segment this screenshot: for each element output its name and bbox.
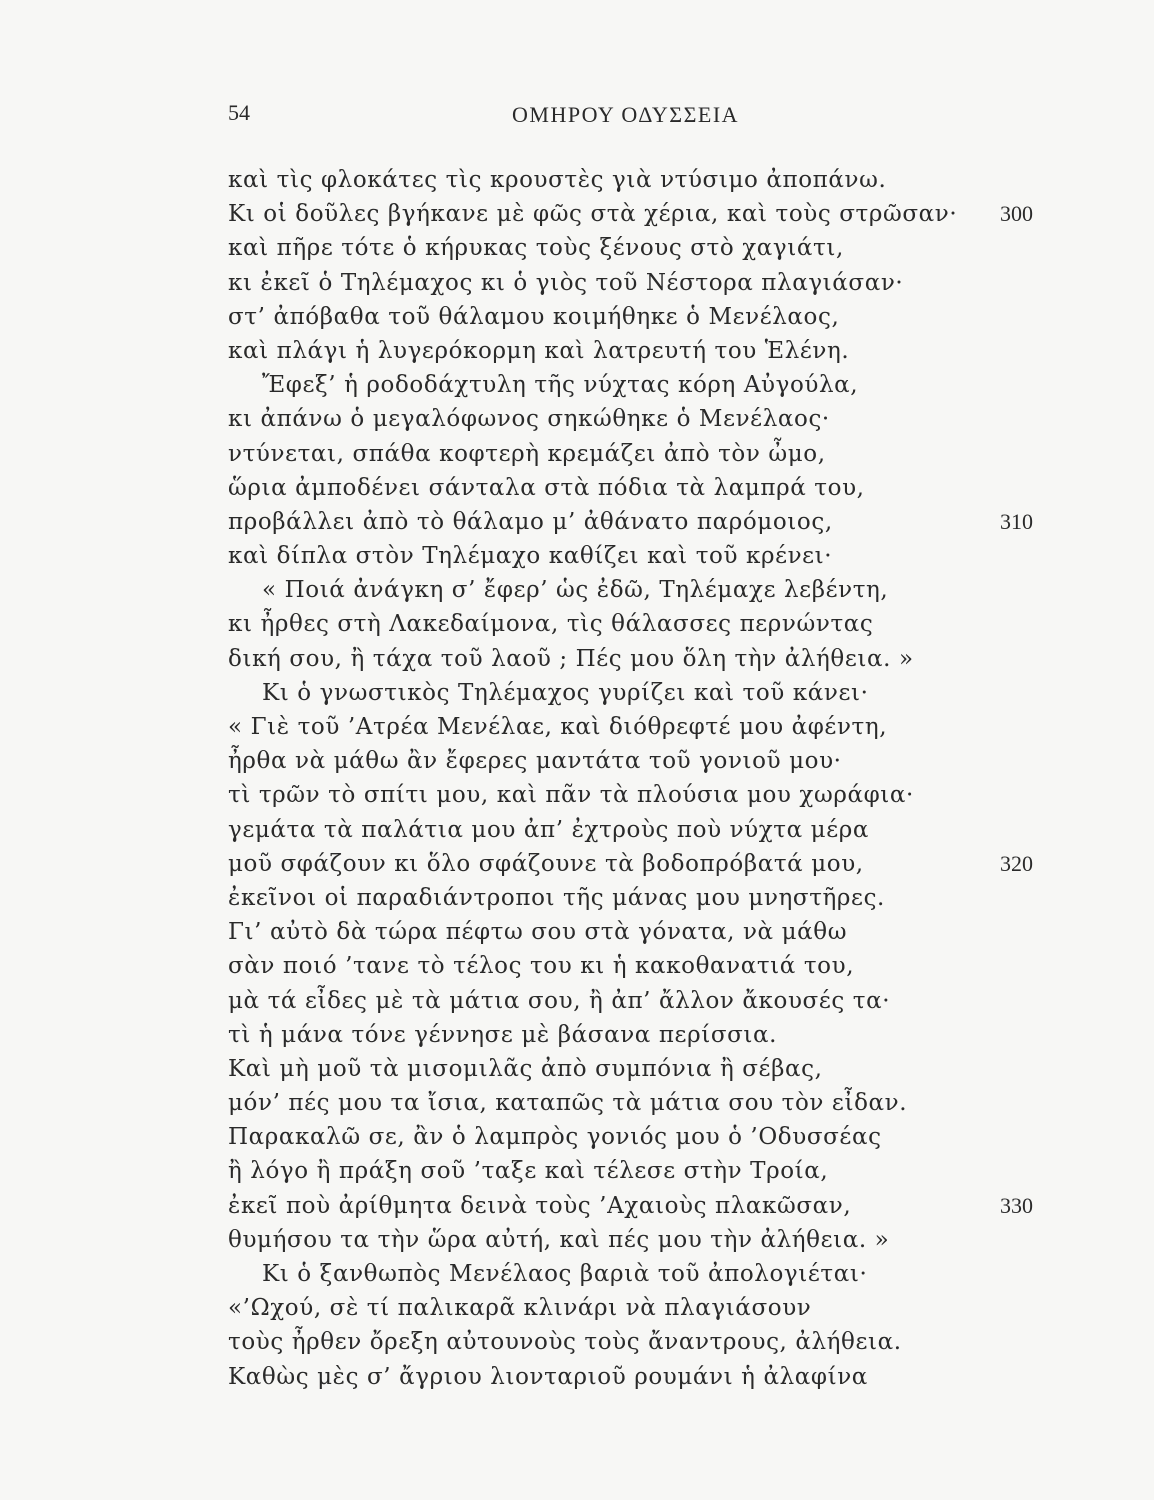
verse-text: προβάλλει ἀπὸ τὸ θάλαμο μ’ ἀθάνατο παρόμοιος,	[228, 508, 833, 535]
verse-line	[0, 163, 1154, 197]
verse-text: γεμάτα τὰ παλάτια μου ἀπ’ ἐχτροὺς ποὺ νύχτα μέρα	[228, 816, 869, 843]
verse-text: ὥρια ἀμποδένει σάνταλα στὰ πόδια τὰ λαμπρά του,	[228, 474, 865, 501]
line-number: 330	[1000, 1192, 1033, 1218]
verse-line	[0, 915, 1154, 949]
verse-text: καὶ πῆρε τότε ὁ κήρυκας τοὺς ξένους στὸ χαγιάτι,	[228, 235, 844, 262]
verse-line	[0, 813, 1154, 847]
verse-text: ἢ λόγο ἢ πράξη σοῦ ’ταξε καὶ τέλεσε στὴν Τροία,	[228, 1158, 829, 1185]
verse-text: Καὶ μὴ μοῦ τὰ μισομιλᾶς ἀπὸ συμπόνια ἢ σέβας,	[228, 1055, 823, 1082]
verse-text: στ’ ἀπόβαθα τοῦ θάλαμου κοιμήθηκε ὁ Μενέλαος,	[228, 303, 840, 330]
verse-line	[0, 300, 1154, 334]
verse-text: ντύνεται, σπάθα κοφτερὴ κρεμάζει ἀπὸ τὸν ὦμο,	[228, 440, 826, 467]
verse-line	[0, 744, 1154, 778]
verse-text: καὶ πλάγι ἡ λυγερόκορμη καὶ λατρευτή του Ἑλένη.	[228, 337, 850, 364]
verse-line	[0, 334, 1154, 368]
verse-text: « Γιὲ τοῦ ’Ατρέα Μενέλαε, καὶ διόθρεφτέ μου ἀφέντη,	[228, 714, 888, 740]
verse-line	[0, 949, 1154, 983]
verse-line	[0, 1018, 1154, 1052]
verse-text: ἐκεῖ ποὺ ἀρίθμητα δεινὰ τοὺς ’Αχαιοὺς πλακῶσαν,	[228, 1192, 852, 1219]
verse-line	[0, 710, 1154, 744]
verse-line	[0, 1360, 1154, 1394]
verse-text: Γι’ αὐτὸ δὰ τώρα πέφτω σου στὰ γόνατα, νὰ μάθω	[228, 919, 848, 946]
verse-text: τὶ τρῶν τὸ σπίτι μου, καὶ πᾶν τὰ πλούσια μου χωράφια·	[228, 782, 914, 809]
line-number: 300	[1000, 201, 1033, 227]
verse-line	[0, 197, 1154, 231]
verse-text: μὰ τά εἶδες μὲ τὰ μάτια σου, ἢ ἀπ’ ἄλλον ἄκουσές τα·	[228, 987, 891, 1014]
verse-text: τοὺς ἦρθεν ὄρεξη αὐτουνοὺς τοὺς ἄναντρους, ἀλήθεια.	[228, 1329, 902, 1356]
verse-line	[0, 676, 1154, 710]
verse-line	[0, 402, 1154, 436]
verse-line	[0, 1052, 1154, 1086]
verse-text: θυμήσου τα τὴν ὥρα αὐτή, καὶ πές μου τὴν ἀλήθεια. »	[228, 1226, 890, 1253]
verse-text: σὰν ποιό ’τανε τὸ τέλος του κι ἡ κακοθανατιά του,	[228, 953, 855, 980]
verse-text: μόν’ πές μου τα ἴσια, καταπῶς τὰ μάτια σου τὸν εἶδαν.	[228, 1090, 908, 1117]
verse-text: Παρακαλῶ σε, ἂν ὁ λαμπρὸς γονιός μου ὁ ’Οδυσσέας	[228, 1124, 882, 1151]
verse-text: κι ἀπάνω ὁ μεγαλόφωνος σηκώθηκε ὁ Μενέλαος·	[228, 406, 830, 433]
verse-text: ἐκεῖνοι οἱ παραδιάντροποι τῆς μάνας μου μνηστῆρες.	[228, 884, 885, 911]
line-number: 310	[1000, 508, 1033, 534]
verse-line	[0, 505, 1154, 539]
verse-line	[0, 1257, 1154, 1291]
verse-text: «’Ωχού, σὲ τί παλικαρᾶ κλινάρι νὰ πλαγιάσουν	[228, 1295, 812, 1322]
verse-line	[0, 778, 1154, 812]
verse-text: δική σου, ἢ τάχα τοῦ λαοῦ ; Πές μου ὅλη τὴν ἀλήθεια. »	[228, 645, 914, 672]
page-number: 54	[228, 100, 250, 125]
verse-line	[0, 1189, 1154, 1223]
verse-line	[0, 1154, 1154, 1188]
running-head	[0, 100, 1154, 140]
verse-line	[0, 607, 1154, 641]
verse-line	[0, 1223, 1154, 1257]
verse-line	[0, 1325, 1154, 1359]
verse-text: Καθὼς μὲς σ’ ἄγριου λιονταριοῦ ρουμάνι ἡ ἀλαφίνα	[228, 1363, 868, 1390]
verse-text: μοῦ σφάζουν κι ὅλο σφάζουνε τὰ βοδοπρόβατά μου,	[228, 850, 864, 877]
book-title: ΟΜΗΡΟΥ ΟΔΥΣΣΕΙΑ	[512, 102, 740, 127]
verse-text: τὶ ἡ μάνα τόνε γέννησε μὲ βάσανα περίσσια.	[228, 1021, 778, 1048]
verse-text: ἦρθα νὰ μάθω ἂν ἔφερες μαντάτα τοῦ γονιοῦ μου·	[228, 748, 842, 775]
verse-text: Ἔφεξ’ ἡ ροδοδάχτυλη τῆς νύχτας κόρη Αὐγούλα,	[262, 372, 859, 399]
verse-text: « Ποιά ἀνάγκη σ’ ἔφερ’ ὡς ἐδῶ, Τηλέμαχε λεβέντη,	[262, 577, 889, 604]
verse-text: Κι οἱ δοῦλες βγήκανε μὲ φῶς στὰ χέρια, καὶ τοὺς στρῶσαν·	[228, 201, 958, 228]
verse-text: καὶ δίπλα στὸν Τηλέμαχο καθίζει καὶ τοῦ κρένει·	[228, 543, 833, 570]
verse-text: κι ἦρθες στὴ Λακεδαίμονα, τὶς θάλασσες περνώντας	[228, 611, 874, 638]
verse-line	[0, 573, 1154, 607]
line-number: 320	[1000, 850, 1033, 876]
verse-text: κι ἐκεῖ ὁ Τηλέμαχος κι ὁ γιὸς τοῦ Νέστορα πλαγιάσαν·	[228, 269, 904, 296]
verse-line	[0, 231, 1154, 265]
verse-line	[0, 539, 1154, 573]
verse-line	[0, 368, 1154, 402]
verse-line	[0, 1086, 1154, 1120]
verse-line	[0, 642, 1154, 676]
verse-line	[0, 266, 1154, 300]
verse-line	[0, 881, 1154, 915]
verse-line	[0, 847, 1154, 881]
verse-text: Κι ὁ γνωστικὸς Τηλέμαχος γυρίζει καὶ τοῦ κάνει·	[262, 679, 869, 706]
verse-list	[0, 163, 1154, 1394]
verse-text: Κι ὁ ξανθωπὸς Μενέλαος βαριὰ τοῦ ἀπολογιέται·	[262, 1261, 868, 1287]
verse-line	[0, 471, 1154, 505]
verse-line	[0, 1120, 1154, 1154]
verse-text: καὶ τὶς φλοκάτες τὶς κρουστὲς γιὰ ντύσιμο ἀποπάνω.	[228, 167, 887, 193]
verse-line	[0, 437, 1154, 471]
verse-line	[0, 1291, 1154, 1325]
verse-line	[0, 984, 1154, 1018]
